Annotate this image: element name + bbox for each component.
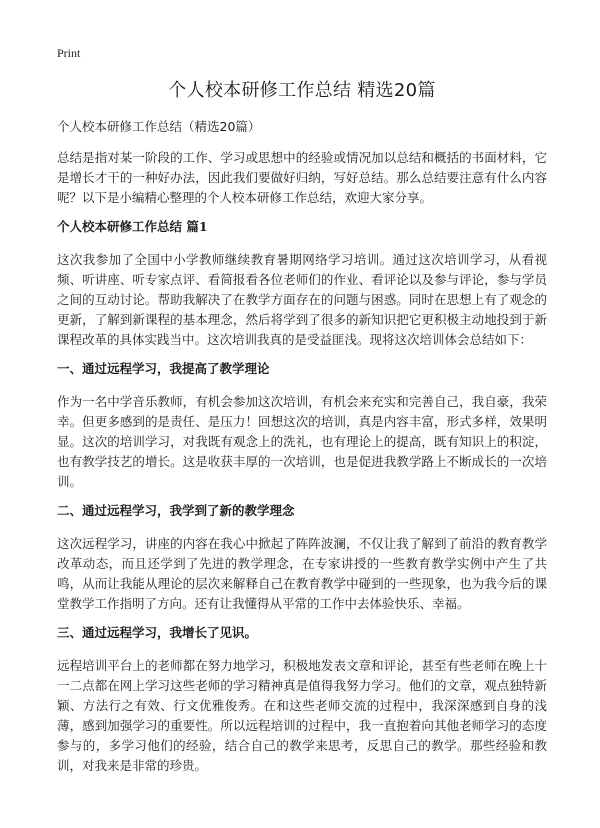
document-page bbox=[57, 78, 547, 786]
page-title: 个人校本研修工作总结 精选20篇 bbox=[168, 80, 436, 101]
intro-paragraph: 总结是指对某一阶段的工作、学习或思想中的经验或情况加以总结和概括的书面材料，它是增长才干的一种好办法，因此我们要做好归纳，写好总结。那么总结要注意有什么内容呢？以下是小编精心整理的个人校本研修工作总结，欢迎大家分享。 bbox=[57, 150, 547, 205]
part-1-heading: 一、通过远程学习，我提高了教学理论 bbox=[57, 361, 270, 376]
part-2-paragraph: 这次远程学习，讲座的内容在我心中掀起了阵阵波澜，不仅让我了解到了前沿的教育教学改革动态，而且还学到了先进的教学理念，在专家讲授的一些教育教学实例中产生了共鸣，从而让我能从理论的层次来解释自己在教育教学中碰到的一些现象，也为我今后的课堂教学工作指明了方向。还有让我懂得从平常的工作中去体验快乐、幸福。 bbox=[57, 536, 547, 611]
document-subtitle: 个人校本研修工作总结（精选20篇） bbox=[57, 119, 261, 134]
part-2-heading: 二、通过远程学习，我学到了新的教学理念 bbox=[57, 503, 295, 518]
part-3-heading: 三、通过远程学习，我增长了见识。 bbox=[57, 625, 258, 640]
part-3-paragraph: 远程培训平台上的老师都在努力地学习，积极地发表文章和评论，甚至有些老师在晚上十一二点都在网上学习这些老师的学习精神真是值得我努力学习。他们的文章，观点独特新颖、方法行之有效、行文优雅俊秀。在和这些老师交流的过程中，我深深感到自身的浅薄，感到加强学习的重要性。所以远程培训的过程中，我一直抱着向其他老师学习的态度参与的，多学习他们的经验，结合自己的教学来思考，反思自己的教学。那些经验和教训，对我来是非常的珍贵。 bbox=[57, 658, 547, 773]
section-title: 个人校本研修工作总结 篇1 bbox=[57, 219, 208, 234]
part-1-paragraph: 作为一名中学音乐教师，有机会参加这次培训，有机会来充实和完善自己，我自豪，我荣幸。但更多感到的是责任、是压力！回想这次的培训，真是内容丰富，形式多样，效果明显。这次的培训学习，对我既有观念上的洗礼，也有理论上的提高，既有知识上的积淀，也有教学技艺的增长。这是收获丰厚的一次培训，也是促进我教学路上不断成长的一次培训。 bbox=[57, 394, 547, 489]
print-link[interactable]: Print bbox=[57, 46, 81, 60]
section-intro-paragraph: 这次我参加了全国中小学教师继续教育暑期网络学习培训。通过这次培训学习，从看视频、听讲座、听专家点评、看简报看各位老师们的作业、看评论以及参与评论，参与学员之间的互动讨论。帮助我解决了在教学方面存在的问题与困惑。同时在思想上有了观念的更新，了解到新课程的基本理念，然后将学到了很多的新知识把它更积极主动地投到于新课程改革的具体实践当中。这次培训我真的是受益匪浅。现将这次培训体会总结如下： bbox=[57, 252, 547, 347]
